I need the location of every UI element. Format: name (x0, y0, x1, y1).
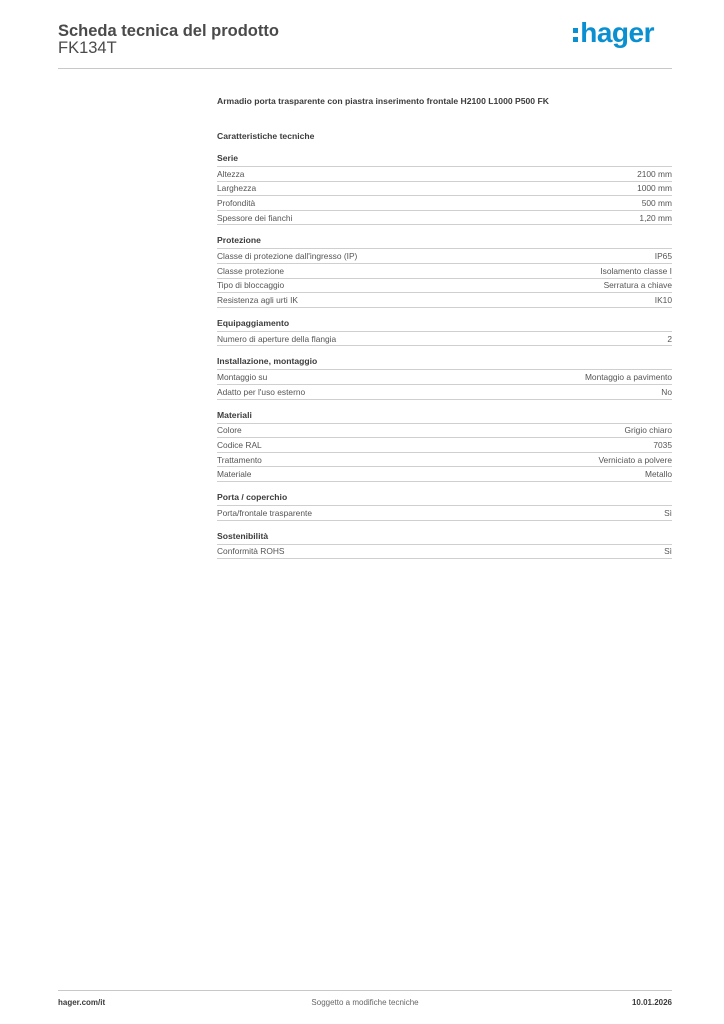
spec-value: Montaggio a pavimento (584, 372, 672, 383)
spec-label: Altezza (217, 168, 245, 179)
spec-row (217, 424, 672, 439)
spec-row (217, 279, 672, 294)
spec-value: IK10 (654, 294, 672, 305)
product-description: Armadio porta trasparente con piastra inserimento frontale H2100 L1000 P500 FK (217, 96, 549, 106)
spec-section (217, 355, 672, 399)
document-title: Scheda tecnica del prodotto (58, 22, 279, 40)
spec-section (217, 491, 672, 521)
footer-website-link[interactable]: hager.com/it (58, 998, 106, 1007)
logo-text: hager (580, 17, 654, 48)
spec-label: Classe di protezione dall'ingresso (IP) (217, 251, 358, 262)
spec-value: No (661, 386, 672, 397)
spec-label: Profondità (217, 197, 256, 208)
spec-row (217, 545, 672, 560)
spec-value: Serratura a chiave (603, 280, 672, 291)
spec-label: Resistenza agli urti IK (217, 294, 298, 305)
spec-value: 2100 mm (637, 168, 672, 179)
spec-row (217, 167, 672, 182)
footer-date: 10.01.2026 (631, 998, 672, 1007)
spec-label: Numero di aperture della flangia (217, 333, 337, 344)
spec-value: Grigio chiaro (624, 425, 672, 436)
section-title: Serie (217, 152, 672, 167)
section-title: Porta / coperchio (217, 491, 672, 506)
spec-section (217, 234, 672, 307)
footer-note: Soggetto a modifiche tecniche (311, 998, 419, 1007)
page-header (58, 17, 672, 70)
page-footer (58, 998, 672, 1010)
spec-value: 500 mm (641, 197, 672, 208)
spec-row (217, 332, 672, 347)
technical-characteristics-heading: Caratteristiche tecniche (217, 131, 315, 141)
spec-row (217, 264, 672, 279)
spec-sections (217, 152, 672, 559)
spec-label: Larghezza (217, 183, 257, 194)
spec-row (217, 182, 672, 197)
spec-section (217, 152, 672, 225)
spec-label: Adatto per l'uso esterno (217, 386, 306, 397)
spec-section (217, 530, 672, 560)
spec-label: Trattamento (217, 454, 262, 465)
spec-label: Materiale (217, 469, 252, 480)
spec-value: Sì (664, 507, 672, 518)
product-code: FK134T (58, 39, 117, 57)
spec-label: Montaggio su (217, 372, 268, 383)
section-title: Materiali (217, 409, 672, 424)
spec-row (217, 453, 672, 468)
spec-section (217, 317, 672, 347)
spec-row (217, 385, 672, 400)
spec-row (217, 467, 672, 482)
header-divider (58, 68, 672, 69)
spec-label: Spessore dei fianchi (217, 212, 293, 223)
spec-value: IP65 (654, 251, 672, 262)
spec-row (217, 211, 672, 226)
section-title: Sostenibilità (217, 530, 672, 545)
logo-dots-icon (573, 28, 578, 42)
spec-row (217, 293, 672, 308)
section-title: Installazione, montaggio (217, 355, 672, 370)
spec-value: Metallo (645, 469, 672, 480)
section-title: Protezione (217, 234, 672, 249)
spec-value: Isolamento classe I (600, 265, 672, 276)
hager-logo (573, 17, 654, 48)
spec-value: 1,20 mm (639, 212, 672, 223)
spec-label: Porta/frontale trasparente (217, 507, 312, 518)
spec-row (217, 506, 672, 521)
spec-value: 2 (667, 333, 672, 344)
footer-divider (58, 990, 672, 991)
spec-label: Tipo di bloccaggio (217, 280, 285, 291)
spec-value: Verniciato a polvere (598, 454, 672, 465)
main-content (217, 95, 672, 568)
spec-row (217, 438, 672, 453)
spec-row (217, 249, 672, 264)
section-title: Equipaggiamento (217, 317, 672, 332)
spec-value: Sì (664, 546, 672, 557)
spec-section (217, 409, 672, 482)
spec-label: Colore (217, 425, 242, 436)
spec-label: Classe protezione (217, 265, 285, 276)
spec-row (217, 370, 672, 385)
spec-value: 7035 (653, 439, 672, 450)
spec-label: Codice RAL (217, 439, 262, 450)
spec-value: 1000 mm (637, 183, 672, 194)
spec-row (217, 196, 672, 211)
spec-label: Conformità ROHS (217, 546, 285, 557)
